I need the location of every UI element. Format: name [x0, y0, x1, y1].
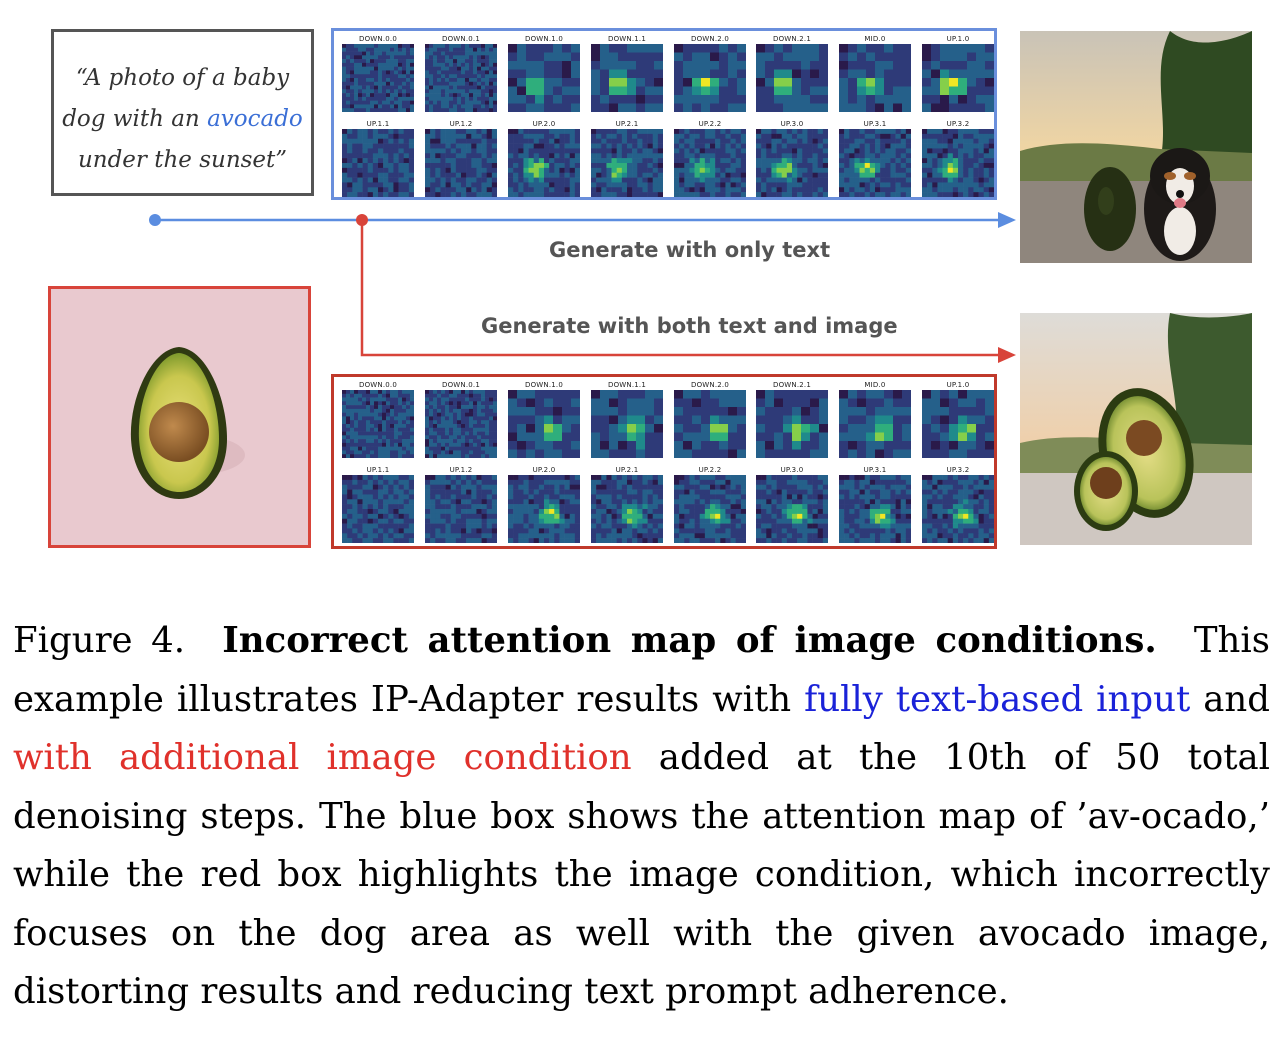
- attention-map-label: DOWN.0.0: [358, 35, 397, 43]
- prompt-highlight-avocado: avocado: [207, 106, 303, 132]
- attention-map-label: UP.2.0: [532, 120, 556, 128]
- caption-sentence-1: This example illustrates IP-Adapter results with: [13, 620, 1270, 720]
- attention-map-label: UP.1.0: [946, 35, 970, 43]
- label-generate-text-image: Generate with both text and image: [481, 314, 898, 338]
- figure-caption: [13, 612, 1270, 1022]
- text-image-arrow-start: [356, 214, 368, 226]
- attention-map-label: DOWN.2.1: [772, 35, 811, 43]
- attention-map-label: UP.1.1: [366, 120, 390, 128]
- caption-blue-text: fully text-based input: [804, 678, 1191, 720]
- attention-map-label: UP.1.2: [449, 466, 473, 474]
- attention-map-label: DOWN.2.1: [772, 381, 811, 389]
- attention-map-label: MID.0: [864, 35, 886, 43]
- avocado-halves-illustration: [1020, 313, 1252, 545]
- attention-map-label: UP.1.2: [449, 120, 473, 128]
- attention-map-label: UP.2.0: [532, 466, 556, 474]
- attention-map-label: DOWN.0.0: [358, 381, 397, 389]
- label-generate-text-only: Generate with only text: [549, 238, 831, 262]
- attention-map-label: DOWN.2.0: [690, 35, 729, 43]
- attention-map-label: UP.3.0: [780, 466, 804, 474]
- attention-map-label: UP.1.0: [946, 381, 970, 389]
- attention-map-label: UP.3.2: [946, 120, 970, 128]
- caption-title: Incorrect attention map of image conditions.: [222, 620, 1157, 661]
- attention-map-label: UP.2.1: [615, 466, 639, 474]
- attention-map-label: UP.3.1: [863, 120, 887, 128]
- attention-map-label: DOWN.0.1: [441, 35, 480, 43]
- attention-map-label: DOWN.1.1: [607, 35, 646, 43]
- text-only-arrow-start: [149, 214, 161, 226]
- attention-map-label: UP.1.1: [366, 466, 390, 474]
- attention-map-label: DOWN.2.0: [690, 381, 729, 389]
- text-only-arrowhead: [998, 212, 1016, 228]
- attention-map-label: DOWN.1.1: [607, 381, 646, 389]
- dog-avocado-sunset-illustration: [1020, 31, 1252, 263]
- attention-map-label: UP.2.2: [698, 120, 722, 128]
- attention-map-label: UP.3.1: [863, 466, 887, 474]
- attention-map-label: UP.3.0: [780, 120, 804, 128]
- attention-map-label: DOWN.1.0: [524, 35, 563, 43]
- caption-red-text: with additional image condition: [13, 737, 632, 778]
- output-image-text-image: [1020, 313, 1252, 545]
- attention-map-label: UP.2.2: [698, 466, 722, 474]
- prompt-line-2-start: dog with an: [62, 106, 208, 132]
- attention-map-label: MID.0: [864, 381, 886, 389]
- output-image-text-only: [1020, 31, 1252, 263]
- attention-map-label: DOWN.0.1: [441, 381, 480, 389]
- attention-map-label: UP.3.2: [946, 466, 970, 474]
- caption-sentence-2: and: [1203, 678, 1270, 720]
- text-image-arrowhead: [998, 347, 1016, 363]
- caption-sentence-3: added at the 10th of 50 total denoising steps. The blue box shows the attention map of ’av-ocado,’ while the red box highlights the image condition, which incorrectly focuses on the dog area as well with the given avocado image, distorting results and reducing text prompt adherence.: [13, 737, 1270, 1012]
- attention-map-label: UP.2.1: [615, 120, 639, 128]
- prompt-line-3: under the sunset”: [77, 147, 288, 173]
- prompt-line-1: “A photo of a baby: [75, 65, 290, 91]
- attention-map-label: DOWN.1.0: [524, 381, 563, 389]
- caption-label: Figure 4.: [13, 620, 186, 661]
